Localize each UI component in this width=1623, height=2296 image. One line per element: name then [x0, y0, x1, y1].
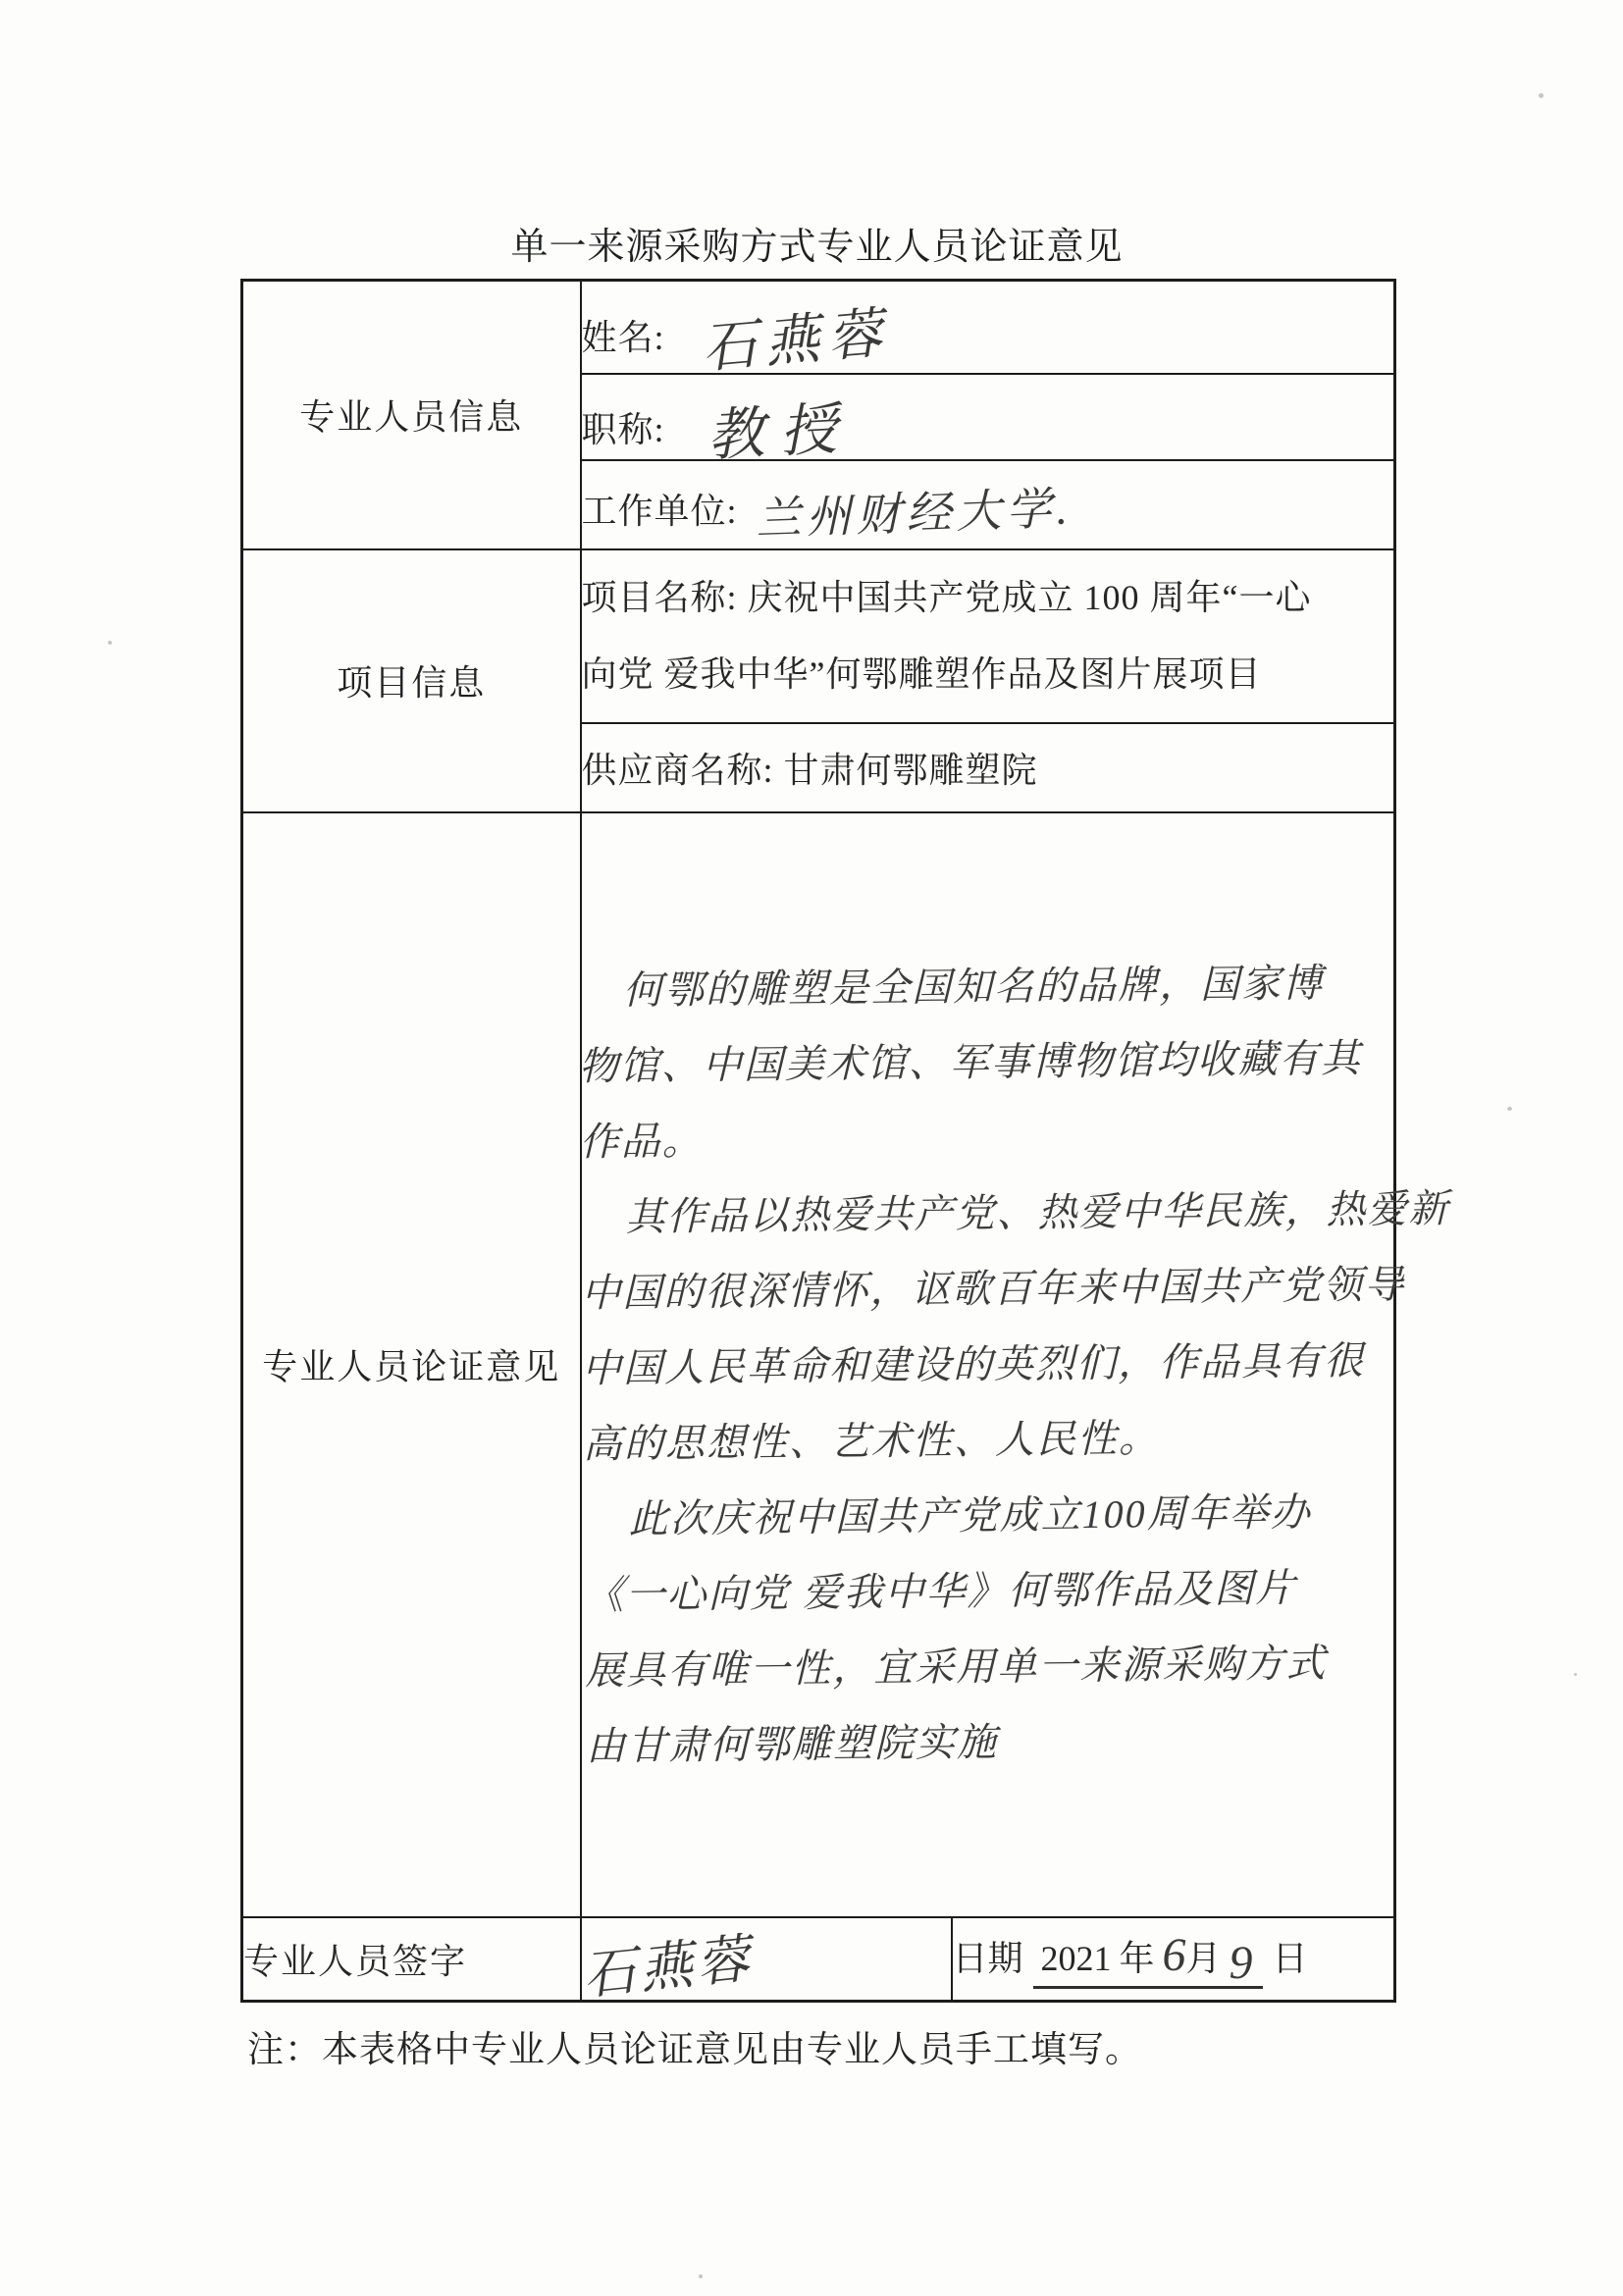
work-unit-row	[581, 460, 1395, 549]
opinion-line: 其作品以热爱共产党、热爱中华民族，热爱新	[624, 1186, 1450, 1239]
project-name-text2: 向党 爱我中华”何鄂雕塑作品及图片展项目	[581, 654, 1262, 694]
opinion-line: 展具有唯一性，宜采用单一来源采购方式	[584, 1641, 1327, 1694]
table-row	[242, 549, 1395, 723]
opinion-cell	[578, 812, 1450, 1917]
jobtitle-handwritten-value: 教授	[705, 395, 854, 468]
supplier-label: 供应商名称:	[581, 750, 774, 790]
date-cell	[952, 1917, 1395, 2002]
date-label: 日期	[952, 1939, 1023, 1979]
signature-label: 专业人员签字	[242, 1917, 581, 2002]
procurement-opinion-form	[240, 279, 1450, 2006]
date-month-handwritten: 6	[1162, 1929, 1186, 1982]
opinion-line: 由甘肃何鄂雕塑院实施	[585, 1719, 998, 1769]
opinion-line: 何鄂的雕塑是全国知名的品牌，国家博	[622, 961, 1324, 1013]
document-title: 单一来源采购方式专业人员论证意见	[510, 227, 1124, 268]
project-name-text1: 庆祝中国共产党成立 100 周年“一心	[747, 578, 1312, 617]
name-row	[581, 281, 1395, 381]
name-handwritten-value: 石燕蓉	[699, 302, 893, 381]
opinion-line: 中国的很深情怀，讴歌百年来中国共产党领导	[580, 1262, 1405, 1316]
date-year-value: 2021	[1040, 1939, 1112, 1979]
opinion-line: 《一心向党 爱我中华》何鄂作品及图片	[583, 1565, 1297, 1618]
footnote: 注：本表格中专业人员论证意见由专业人员手工填写。	[247, 2030, 1142, 2070]
project-name-line2	[582, 636, 1394, 712]
signature-cell	[579, 1917, 952, 2006]
date-day-handwritten: 9	[1229, 1937, 1253, 1990]
scan-speck	[1539, 93, 1544, 98]
date-year-unit: 年	[1119, 1939, 1155, 1979]
opinion-line: 此次庆祝中国共产党成立100周年举办	[627, 1489, 1312, 1541]
opinion-line: 中国人民革命和建设的英烈们，作品具有很	[581, 1337, 1365, 1391]
date-filled-underline	[1033, 1928, 1263, 1989]
supplier-value: 甘肃何鄂雕塑院	[783, 750, 1038, 790]
section-label-project-info: 项目信息	[242, 549, 581, 812]
section-label-opinion: 专业人员论证意见	[242, 812, 581, 1917]
project-name-label: 项目名称:	[581, 578, 738, 617]
supplier-row	[581, 723, 1395, 812]
project-name-row	[581, 549, 1395, 723]
project-name-line1	[582, 559, 1394, 636]
work-unit-label: 工作单位:	[581, 492, 738, 531]
jobtitle-row	[581, 374, 1395, 468]
date-month-unit: 月	[1185, 1939, 1222, 1979]
scan-speck	[1574, 1673, 1577, 1676]
date-day-unit: 日	[1272, 1939, 1308, 1979]
scan-speck	[699, 2274, 703, 2278]
signature-handwritten-value: 石燕蓉	[579, 1928, 757, 2006]
name-label: 姓名:	[581, 318, 665, 358]
opinion-line: 高的思想性、艺术性、人民性。	[582, 1416, 1160, 1467]
table-row	[242, 281, 1395, 374]
opinion-line: 物馆、中国美术馆、军事博物馆均收藏有其	[578, 1035, 1362, 1089]
work-unit-handwritten-value: 兰州财经大学.	[755, 483, 1073, 545]
jobtitle-label: 职称:	[581, 409, 665, 449]
scan-speck	[1507, 1107, 1512, 1111]
opinion-line: 作品。	[578, 1119, 704, 1165]
table-row	[242, 1917, 1395, 2002]
scan-speck	[108, 641, 112, 645]
opinion-handwritten-text	[577, 945, 1450, 1785]
section-label-personnel-info: 专业人员信息	[242, 281, 581, 549]
table-row	[242, 812, 1395, 1917]
